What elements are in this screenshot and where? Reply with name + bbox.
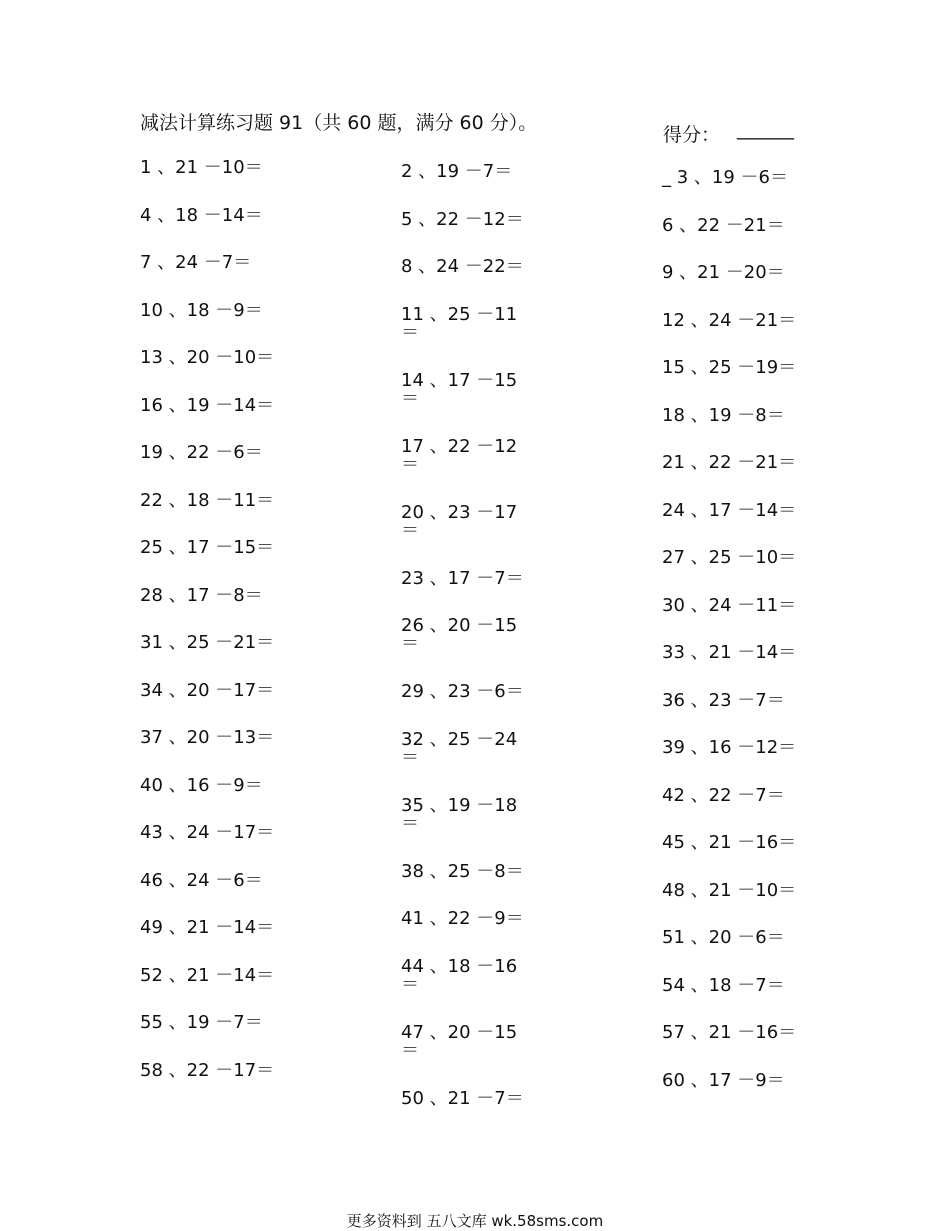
- problem-item: [401, 1089, 524, 1109]
- problem-item: [140, 253, 251, 273]
- problem-text: 7 、24 －7＝: [140, 252, 252, 273]
- problem-text: 6 、22 －21＝: [662, 214, 785, 236]
- problem-text: 42 、22 －7＝: [662, 784, 785, 806]
- problem-text: 30 、24 －11＝: [662, 594, 797, 616]
- problem-equals-wrap: ＝: [401, 387, 419, 409]
- problem-text: 8 、24 －22＝: [401, 256, 524, 277]
- problem-item: [140, 206, 263, 226]
- problem-item: [662, 501, 796, 521]
- problem-item: [662, 928, 785, 948]
- problem-text: 41 、22 －9＝: [401, 908, 524, 929]
- problem-text: 39 、16 －12＝: [662, 737, 797, 758]
- problem-equals-wrap: ＝: [401, 746, 419, 768]
- problem-text: 57 、21 －16＝: [662, 1022, 797, 1043]
- problem-text: 60 、17 －9＝: [662, 1069, 785, 1091]
- worksheet-title: 减法计算练习题 91（共 60 题，满分 60 分）。: [140, 112, 538, 134]
- problem-item: [662, 976, 785, 996]
- problem-item: [140, 823, 274, 843]
- problem-item: [401, 682, 524, 702]
- problem-item: [140, 443, 263, 463]
- problem-text: 55 、19 －7＝: [140, 1012, 263, 1033]
- problem-text: 9 、21 －20＝: [662, 262, 785, 283]
- problem-text: _ 3 、19 －6＝: [662, 167, 788, 188]
- problem-item: [401, 730, 517, 766]
- problem-equals-wrap: ＝: [401, 1039, 419, 1061]
- problem-text: 5 、22 －12＝: [401, 208, 524, 230]
- problem-item: [662, 833, 796, 853]
- problem-text: 54 、18 －7＝: [662, 974, 785, 996]
- problem-text: 23 、17 －7＝: [401, 567, 524, 589]
- problem-item: [662, 596, 796, 616]
- problem-item: [140, 728, 274, 748]
- problem-text: 49 、21 －14＝: [140, 917, 275, 938]
- problem-text: 20 、23 －17: [401, 501, 518, 523]
- problem-item: [401, 257, 524, 277]
- score-blank: ______: [737, 118, 794, 140]
- problem-text: 40 、16 －9＝: [140, 774, 263, 796]
- problem-item: [401, 909, 524, 929]
- problem-item: [140, 348, 274, 368]
- problem-text: 1 、21 －10＝: [140, 157, 263, 178]
- footer-text: 更多资料到 五八文库 wk.58sms.com: [346, 1212, 604, 1230]
- problem-item: [401, 210, 524, 230]
- problem-text: 2 、19 －7＝: [401, 161, 513, 182]
- problem-text: 51 、20 －6＝: [662, 927, 785, 948]
- problem-item: [662, 406, 785, 426]
- problem-item: [662, 691, 785, 711]
- problem-item: [140, 538, 274, 558]
- problem-item: [140, 633, 274, 653]
- problem-text: 50 、21 －7＝: [401, 1087, 524, 1109]
- problem-item: [401, 569, 524, 589]
- problem-text: 47 、20 －15: [401, 1021, 518, 1043]
- problem-item: [140, 871, 263, 891]
- problem-item: [662, 786, 785, 806]
- problem-item: [662, 738, 796, 758]
- problem-item: [662, 1023, 796, 1043]
- problem-item: [662, 311, 796, 331]
- problem-text: 45 、21 －16＝: [662, 832, 797, 853]
- problem-item: [401, 957, 517, 993]
- problem-text: 37 、20 －13＝: [140, 727, 275, 748]
- problem-text: 4 、18 －14＝: [140, 204, 263, 226]
- problem-item: [401, 796, 517, 832]
- problem-item: [662, 168, 788, 188]
- problem-item: [401, 616, 517, 652]
- problem-text: 27 、25 －10＝: [662, 547, 797, 568]
- problem-item: [401, 305, 517, 341]
- problem-item: [662, 216, 785, 236]
- problem-equals-wrap: ＝: [401, 519, 419, 541]
- problem-item: [140, 918, 274, 938]
- problem-text: 38 、25 －8＝: [401, 860, 524, 882]
- problem-item: [140, 301, 263, 321]
- problem-text: 44 、18 －16: [401, 955, 518, 977]
- problem-text: 25 、17 －15＝: [140, 537, 275, 558]
- problem-equals-wrap: ＝: [401, 453, 419, 475]
- problem-item: [401, 162, 512, 182]
- problem-item: [662, 263, 785, 283]
- problem-text: 14 、17 －15: [401, 369, 518, 391]
- problem-equals-wrap: ＝: [401, 812, 419, 834]
- problem-text: 24 、17 －14＝: [662, 499, 797, 521]
- problem-text: 35 、19 －18: [401, 794, 518, 816]
- problem-item: [140, 396, 274, 416]
- problem-text: 17 、22 －12: [401, 435, 518, 457]
- problem-item: [140, 1013, 263, 1033]
- problem-item: [140, 586, 263, 606]
- problem-text: 18 、19 －8＝: [662, 404, 785, 426]
- problem-item: [401, 1023, 517, 1059]
- problem-item: [140, 491, 274, 511]
- problem-item: [140, 1061, 274, 1081]
- problem-item: [662, 881, 796, 901]
- problem-text: 22 、18 －11＝: [140, 489, 275, 511]
- problem-text: 21 、22 －21＝: [662, 452, 797, 473]
- problem-equals-wrap: ＝: [401, 633, 419, 654]
- problem-text: 10 、18 －9＝: [140, 299, 263, 321]
- problem-item: [662, 358, 796, 378]
- problem-text: 26 、20 －15: [401, 615, 518, 636]
- problem-text: 48 、21 －10＝: [662, 879, 797, 901]
- problem-text: 15 、25 －19＝: [662, 357, 797, 378]
- problem-item: [140, 681, 274, 701]
- problem-text: 11 、25 －11: [401, 303, 518, 325]
- problem-item: [140, 776, 263, 796]
- problem-text: 32 、25 －24: [401, 728, 518, 750]
- problem-text: 46 、24 －6＝: [140, 869, 263, 891]
- problem-text: 43 、24 －17＝: [140, 822, 275, 843]
- problem-text: 19 、22 －6＝: [140, 442, 263, 463]
- problem-text: 13 、20 －10＝: [140, 347, 275, 368]
- problem-text: 33 、21 －14＝: [662, 642, 797, 663]
- problem-text: 12 、24 －21＝: [662, 309, 797, 331]
- problem-text: 28 、17 －8＝: [140, 584, 263, 606]
- problem-item: [401, 437, 517, 473]
- problem-item: [140, 966, 274, 986]
- problem-item: [662, 1071, 785, 1091]
- problem-equals-wrap: ＝: [401, 321, 419, 343]
- problem-item: [401, 862, 524, 882]
- problem-item: [662, 453, 796, 473]
- problem-text: 34 、20 －17＝: [140, 679, 275, 701]
- problem-text: 36 、23 －7＝: [662, 689, 785, 711]
- problem-item: [140, 158, 263, 178]
- problem-item: [662, 643, 796, 663]
- problem-item: [662, 548, 796, 568]
- problem-equals-wrap: ＝: [401, 973, 419, 995]
- problem-item: [401, 371, 517, 407]
- problem-text: 52 、21 －14＝: [140, 964, 275, 986]
- problem-text: 16 、19 －14＝: [140, 394, 275, 416]
- problem-text: 58 、22 －17＝: [140, 1059, 275, 1081]
- problem-text: 31 、25 －21＝: [140, 632, 275, 653]
- problem-text: 29 、23 －6＝: [401, 681, 524, 702]
- score-label: 得分：: [663, 124, 721, 146]
- problem-item: [401, 503, 517, 539]
